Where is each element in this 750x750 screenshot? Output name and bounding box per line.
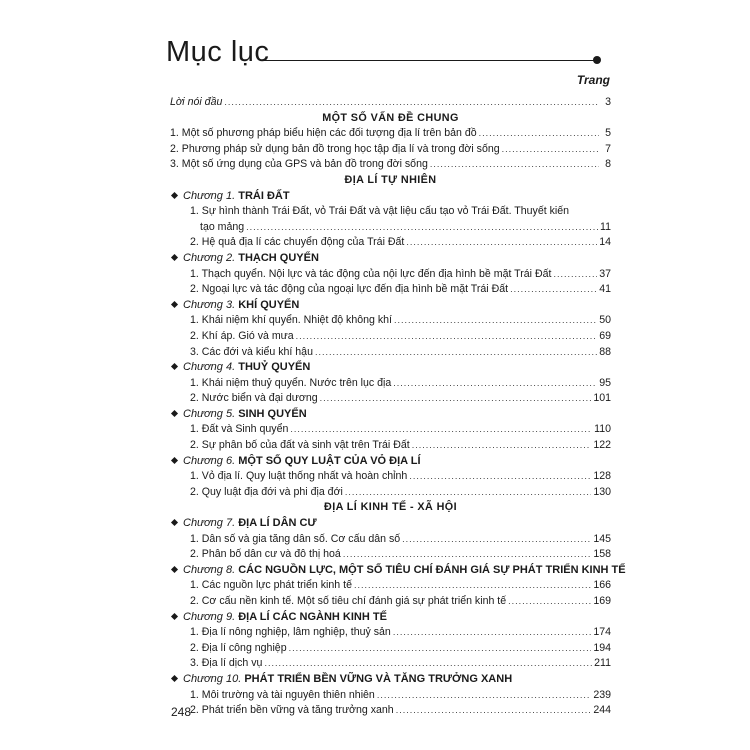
title-rule-dot <box>593 56 601 64</box>
toc-entry-page: 211 <box>594 657 611 670</box>
toc-entry-page: 158 <box>593 548 611 561</box>
diamond-bullet-icon <box>171 675 178 682</box>
chapter-title: CÁC NGUỒN LỰC, MỘT SỐ TIÊU CHÍ ĐÁNH GIÁ SỰ PHÁT TRIỂN KINH TẾ <box>238 563 626 576</box>
diamond-bullet-icon <box>171 519 178 526</box>
chapter-title: THẠCH QUYỂN <box>238 251 319 264</box>
chapter-title: TRÁI ĐẤT <box>238 189 290 202</box>
chapter-number: Chương 8. <box>183 563 236 576</box>
chapter-title: PHÁT TRIỂN BỀN VỮNG VÀ TĂNG TRƯỞNG XANH <box>244 672 513 685</box>
toc-entry-page: 166 <box>593 579 611 592</box>
toc-entry <box>170 376 611 392</box>
section-heading: ĐỊA LÍ KINH TẾ - XÃ HỘI <box>324 501 457 514</box>
toc-entry-label: 1. Địa lí nông nghiệp, lâm nghiệp, thuỷ sản <box>190 626 391 639</box>
chapter-title: MỘT SỐ QUY LUẬT CỦA VỎ ĐỊA LÍ <box>238 454 421 467</box>
chapter-number: Chương 3. <box>183 298 236 311</box>
toc-entry <box>170 267 611 283</box>
toc-entry-page: 174 <box>593 626 611 639</box>
toc-entry-label: 1. Khái niệm thuỷ quyển. Nước trên lục địa <box>190 376 392 389</box>
toc-entry-label: Lời nói đầu <box>170 96 223 108</box>
dot-leader <box>502 142 599 158</box>
toc-entry-label: 1. Một số phương pháp biểu hiện các đối tượng địa lí trên bản đồ <box>170 127 477 140</box>
dot-leader <box>224 95 599 111</box>
dot-leader <box>290 422 592 438</box>
chapter-heading <box>170 454 611 470</box>
toc-entry-page: 95 <box>599 376 611 389</box>
toc-entry-label: 2. Nước biển và đại dương <box>190 392 318 405</box>
toc-entry-page: 37 <box>599 267 611 280</box>
toc-entry <box>170 532 611 548</box>
toc-entry <box>170 95 611 111</box>
dot-leader <box>354 578 591 594</box>
toc-entry <box>170 345 611 361</box>
toc-entry-label: 2. Khí áp. Gió và mưa <box>190 329 294 342</box>
section-heading: MỘT SỐ VẤN ĐỀ CHUNG <box>322 111 459 124</box>
dot-leader <box>393 376 597 392</box>
chapter-number: Chương 2. <box>183 251 236 264</box>
dot-leader <box>393 625 591 641</box>
dot-leader <box>409 469 591 485</box>
toc-entry-page: 130 <box>593 485 611 498</box>
dot-leader <box>289 641 592 657</box>
toc-entry-page: 101 <box>593 392 611 405</box>
chapter-heading <box>170 189 611 205</box>
toc-entry <box>170 625 611 641</box>
toc-entry-page: 7 <box>605 142 611 155</box>
diamond-bullet-icon <box>171 301 178 308</box>
chapter-title: ĐỊA LÍ CÁC NGÀNH KINH TẾ <box>238 610 387 623</box>
diamond-bullet-icon <box>171 192 178 199</box>
dot-leader <box>508 594 591 610</box>
toc-entry <box>170 485 611 501</box>
toc-entry-page: 11 <box>600 220 611 233</box>
page-title: Mục lục <box>166 36 270 68</box>
chapter-heading <box>170 298 611 314</box>
dot-leader <box>406 235 597 251</box>
toc-entry-label: 2. Phát triển bền vững và tăng trưởng xanh <box>190 704 394 717</box>
chapter-heading <box>170 407 611 423</box>
diamond-bullet-icon <box>171 457 178 464</box>
toc-entry-label: 3. Địa lí dịch vụ <box>190 657 263 670</box>
dot-leader <box>479 126 599 142</box>
toc-entry-label: 1. Môi trường và tài nguyên thiên nhiên <box>190 688 375 701</box>
page-number: 248 <box>171 705 192 719</box>
toc-entry <box>170 142 611 158</box>
chapter-number: Chương 5. <box>183 407 236 420</box>
chapter-number: Chương 7. <box>183 517 236 530</box>
chapter-title: THUỶ QUYỂN <box>238 361 311 374</box>
chapter-heading <box>170 563 626 579</box>
chapter-number: Chương 10. <box>183 672 242 685</box>
toc-entry-label: 1. Đất và Sinh quyển <box>190 423 289 436</box>
diamond-bullet-icon <box>171 254 178 261</box>
toc-entry <box>170 204 611 220</box>
toc-entry <box>170 422 611 438</box>
chapter-heading <box>170 672 611 688</box>
toc-entry <box>170 547 611 563</box>
dot-leader <box>296 329 598 345</box>
toc-entry-label: 2. Hệ quả địa lí các chuyển động của Trái Đất <box>190 236 405 249</box>
toc-entry-label: tạo mảng <box>200 220 245 233</box>
toc-entry-page: 8 <box>605 158 611 171</box>
dot-leader <box>264 656 592 672</box>
toc-entry-page: 110 <box>594 423 611 436</box>
toc-entry <box>170 688 611 704</box>
diamond-bullet-icon <box>171 410 178 417</box>
title-block <box>166 36 606 76</box>
toc-entry <box>170 220 611 236</box>
toc-entry <box>170 282 611 298</box>
toc-entry <box>170 703 611 719</box>
toc-entry-page: 50 <box>599 314 611 327</box>
chapter-heading <box>170 360 611 376</box>
toc-entry-page: 194 <box>593 641 611 654</box>
toc-entry-page: 239 <box>593 688 611 701</box>
toc-entry-page: 14 <box>599 236 611 249</box>
toc-entry-label: 2. Phân bố dân cư và đô thị hoá <box>190 548 341 561</box>
dot-leader <box>345 485 591 501</box>
toc-entry-label: 1. Khái niệm khí quyển. Nhiệt độ không khí <box>190 314 392 327</box>
toc-entry-page: 41 <box>599 283 611 296</box>
toc-entry-page: 244 <box>593 704 611 717</box>
dot-leader <box>377 688 591 704</box>
toc-entry-label: 3. Các đới và kiểu khí hậu <box>190 345 313 358</box>
dot-leader <box>510 282 597 298</box>
toc-entry-label: 2. Cơ cấu nền kinh tế. Một số tiêu chí đánh giá sự phát triển kinh tế <box>190 595 507 607</box>
toc-entry-page: 69 <box>599 329 611 342</box>
dot-leader <box>396 703 592 719</box>
chapter-number: Chương 9. <box>183 610 236 623</box>
toc-entry <box>170 329 611 345</box>
toc-entry-label: 2. Phương pháp sử dụng bản đồ trong học tập địa lí và trong đời sống <box>170 142 500 155</box>
chapter-heading <box>170 610 611 626</box>
toc-entry-label: 3. Một số ứng dụng của GPS và bản đồ trong đời sống <box>170 158 428 171</box>
toc-entry-page: 145 <box>593 532 611 545</box>
toc-entry <box>170 656 611 672</box>
toc-entry-label: 1. Thạch quyển. Nội lực và tác động của nội lực đến địa hình bề mặt Trái Đất <box>190 267 552 280</box>
toc-entry-label: 1. Vỏ địa lí. Quy luật thống nhất và hoàn chỉnh <box>190 470 408 483</box>
diamond-bullet-icon <box>171 566 178 573</box>
chapter-title: ĐỊA LÍ DÂN CƯ <box>238 517 317 530</box>
chapter-title: KHÍ QUYỂN <box>238 298 300 311</box>
toc-entry <box>170 641 611 657</box>
toc-entry-page: 3 <box>605 96 611 108</box>
title-rule <box>260 60 596 61</box>
toc-entry <box>170 235 611 251</box>
toc-entry <box>170 157 611 173</box>
chapter-number: Chương 6. <box>183 454 236 467</box>
dot-leader <box>412 438 592 454</box>
toc-entry-label: 2. Sự phân bố của đất và sinh vật trên Trái Đất <box>190 439 410 452</box>
dot-leader <box>430 157 599 173</box>
dot-leader <box>315 345 597 361</box>
toc-entry-page: 5 <box>605 127 611 140</box>
dot-leader <box>553 267 597 283</box>
chapter-number: Chương 1. <box>183 189 236 202</box>
toc-entry-page: 169 <box>593 595 611 607</box>
toc-entry-label: 1. Sự hình thành Trái Đất, vỏ Trái Đất và vật liệu cấu tạo vỏ Trái Đất. Thuyết kiến <box>190 205 570 218</box>
dot-leader <box>343 547 592 563</box>
toc-entry <box>170 313 611 329</box>
diamond-bullet-icon <box>171 363 178 370</box>
toc-entry-label: 2. Quy luật địa đới và phi địa đới <box>190 485 343 498</box>
chapter-title: SINH QUYỂN <box>238 407 307 420</box>
toc-entry <box>170 578 611 594</box>
toc-entry-label: 2. Ngoại lực và tác động của ngoại lực đến địa hình bề mặt Trái Đất <box>190 283 509 296</box>
diamond-bullet-icon <box>171 613 178 620</box>
toc-entry <box>170 469 611 485</box>
dot-leader <box>246 220 598 236</box>
toc-entry-page: 88 <box>599 345 611 358</box>
table-of-contents <box>170 95 626 719</box>
chapter-heading <box>170 251 611 267</box>
section-heading: ĐỊA LÍ TỰ NHIÊN <box>344 173 437 186</box>
chapter-number: Chương 4. <box>183 361 236 374</box>
toc-entry-label: 1. Các nguồn lực phát triển kinh tế <box>190 579 352 592</box>
toc-entry <box>170 126 611 142</box>
dot-leader <box>402 532 591 548</box>
dot-leader <box>320 391 592 407</box>
toc-entry <box>170 391 611 407</box>
toc-entry-label: 1. Dân số và gia tăng dân số. Cơ cấu dân số <box>190 532 401 545</box>
page-column-header: Trang <box>576 73 610 87</box>
toc-entry-page: 122 <box>593 439 611 452</box>
dot-leader <box>394 313 597 329</box>
chapter-heading <box>170 516 611 532</box>
toc-entry <box>170 438 611 454</box>
toc-entry <box>170 594 611 610</box>
toc-entry-page: 128 <box>593 470 611 483</box>
toc-entry-label: 2. Địa lí công nghiệp <box>190 641 287 654</box>
